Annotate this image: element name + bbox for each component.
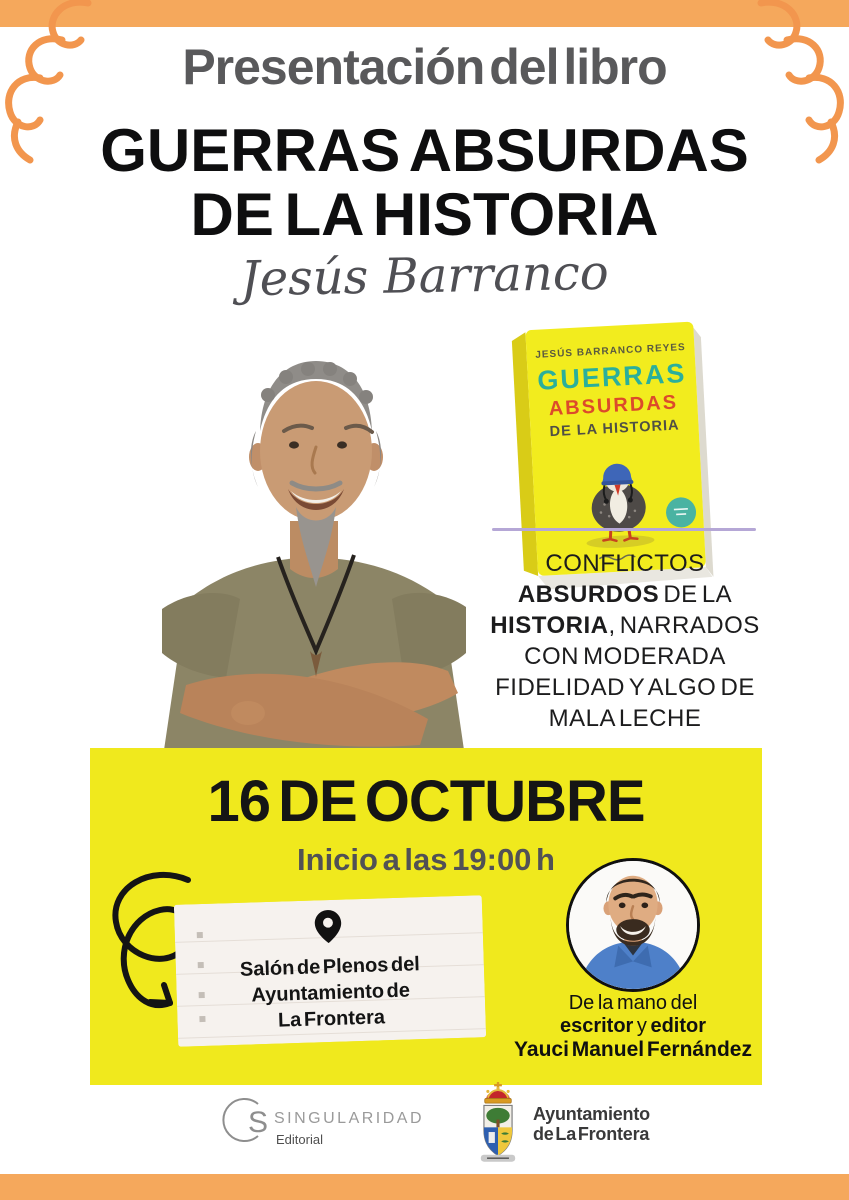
venue-card — [174, 895, 486, 1047]
blurb-line: ABSURDOS DE LA — [517, 581, 733, 608]
blurb-line: CON MODERADA — [524, 643, 726, 670]
blurb-line: HISTORIA, NARRADOS — [490, 612, 760, 639]
author-photo — [128, 333, 500, 750]
event-date: 16 DE OCTUBRE — [207, 769, 645, 834]
blurb-line: FIDELIDAD Y ALGO DE — [495, 674, 755, 701]
bottom-orange-band — [0, 1174, 849, 1200]
blurb-line: MALA LECHE — [548, 705, 702, 732]
town-hall-name — [533, 1104, 650, 1144]
town-hall-line2: de La Frontera — [533, 1124, 650, 1144]
coat-of-arms — [473, 1082, 523, 1168]
presenter-line2: escritor y editor — [559, 1015, 707, 1037]
poster-kicker: Presentación del libro — [182, 39, 667, 95]
top-orange-band — [0, 0, 849, 27]
venue-line1: Salón de Plenos del — [239, 953, 421, 981]
cover-word2: ABSURDAS — [548, 391, 679, 421]
presenter-line1: De la mano del — [568, 992, 698, 1014]
cover-word1: GUERRAS — [536, 357, 688, 396]
venue-address — [176, 949, 486, 1037]
publisher-mark-letter: S — [248, 1106, 269, 1139]
venue-line2: Ayuntamiento de — [251, 979, 411, 1007]
card-bullet — [197, 932, 203, 938]
editor-photo — [566, 858, 700, 992]
divider-line — [492, 528, 756, 531]
venue-line3: La Frontera — [277, 1006, 386, 1032]
book-title-line2: DE LA HISTORIA — [190, 181, 659, 248]
publisher-logo-icon — [220, 1096, 270, 1144]
book-blurb — [462, 548, 788, 734]
event-time: Inicio a las 19:00 h — [297, 842, 555, 877]
location-pin-icon — [314, 910, 342, 944]
cover-author: JESÚS BARRANCO REYES — [535, 341, 687, 361]
book-title-line1: GUERRAS ABSURDAS — [100, 117, 749, 184]
publisher-name: SINGULARIDAD — [274, 1110, 425, 1127]
presenter-name: Yauci Manuel Fernández — [514, 1038, 752, 1061]
presenter-caption — [482, 992, 784, 1062]
blurb-line: CONFLICTOS — [545, 550, 705, 577]
cover-word3: DE LA HISTORIA — [549, 417, 680, 441]
editor-portrait-illustration — [569, 861, 697, 989]
event-banner — [90, 748, 762, 1085]
publisher-subtitle: Editorial — [276, 1132, 323, 1147]
author-signature: Jesús Barranco — [239, 244, 610, 308]
town-hall-line1: Ayuntamiento — [533, 1104, 650, 1124]
